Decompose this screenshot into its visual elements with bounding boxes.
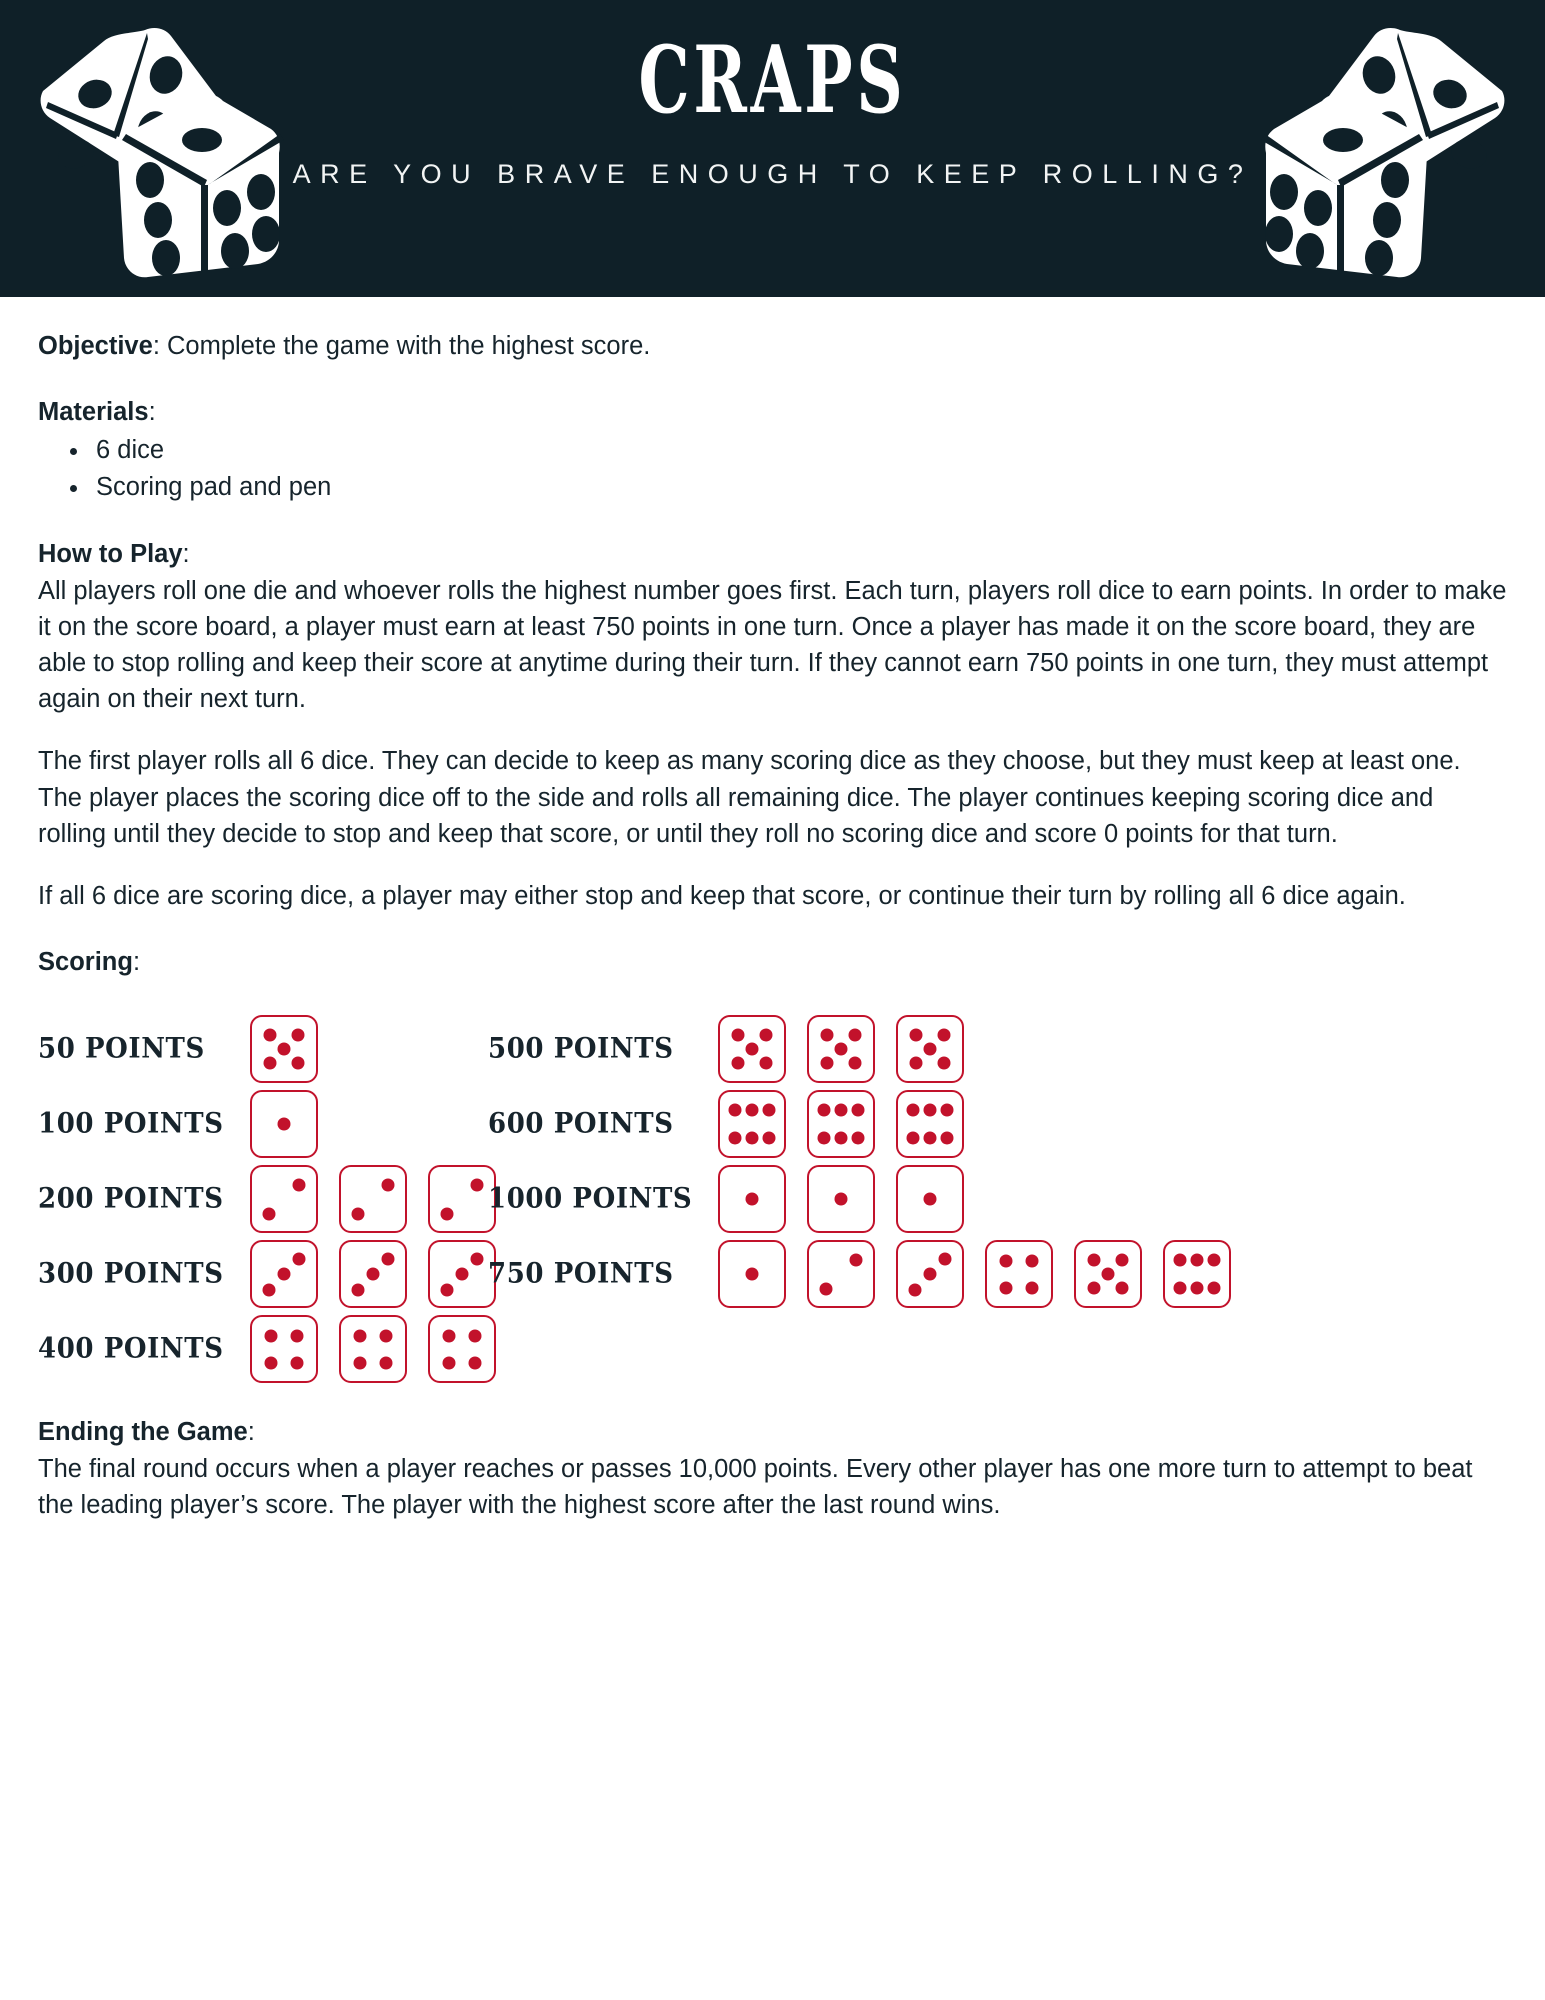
die-face-6 xyxy=(896,1090,964,1158)
ending-heading: Ending the Game xyxy=(38,1418,248,1447)
scoring-row xyxy=(38,1014,318,1084)
die-pip xyxy=(746,1268,759,1281)
die-pip xyxy=(746,1132,759,1145)
die-face-3 xyxy=(428,1240,496,1308)
die-pip xyxy=(820,1029,833,1042)
die-face-5 xyxy=(807,1015,875,1083)
scoring-row-dice xyxy=(718,1240,1231,1308)
scoring-row-label: 500 POINTS xyxy=(488,1033,674,1066)
die-pip xyxy=(999,1254,1012,1267)
die-pip xyxy=(293,1253,306,1266)
die-pip xyxy=(731,1057,744,1070)
scoring-row-dice xyxy=(250,1015,318,1083)
die-pip xyxy=(1102,1268,1115,1281)
scoring-row-dice xyxy=(718,1165,964,1233)
scoring-row-label: 400 POINTS xyxy=(38,1333,224,1366)
die-face-6 xyxy=(1163,1240,1231,1308)
die-pip xyxy=(820,1057,833,1070)
die-face-2 xyxy=(428,1165,496,1233)
spacer xyxy=(38,364,1507,394)
ending-paragraph: The final round occurs when a player reaches or passes 10,000 points. Every other player has one more turn to attempt to beat the leading player’s score. The player with the highest score after the last round wins. xyxy=(38,1454,1473,1519)
die-pip xyxy=(760,1057,773,1070)
die-pip xyxy=(849,1253,862,1266)
die-pip xyxy=(440,1283,453,1296)
scoring-row xyxy=(488,1164,964,1234)
die-pip xyxy=(746,1104,759,1117)
die-face-4 xyxy=(985,1240,1053,1308)
die-pip xyxy=(291,1356,304,1369)
die-pip xyxy=(835,1043,848,1056)
die-face-4 xyxy=(250,1315,318,1383)
scoring-chart xyxy=(38,1014,1507,1414)
die-pip xyxy=(924,1104,937,1117)
scoring-row-dice xyxy=(718,1090,964,1158)
die-pip xyxy=(938,1057,951,1070)
scoring-row-dice xyxy=(250,1240,496,1308)
die-pip xyxy=(263,1208,276,1221)
how-to-play-heading-row xyxy=(38,536,1507,572)
die-face-3 xyxy=(896,1240,964,1308)
die-pip xyxy=(909,1029,922,1042)
two-dice-icon xyxy=(1237,8,1537,288)
die-pip xyxy=(351,1283,364,1296)
scoring-heading-row xyxy=(38,944,1507,980)
die-pip xyxy=(263,1057,276,1070)
materials-heading-row xyxy=(38,394,1507,430)
scoring-row-label: 200 POINTS xyxy=(38,1183,224,1216)
die-pip xyxy=(292,1178,305,1191)
die-face-5 xyxy=(718,1015,786,1083)
die-pip xyxy=(924,1268,937,1281)
how-to-play-colon: : xyxy=(182,540,190,569)
ending-heading-row xyxy=(38,1414,1507,1450)
die-pip xyxy=(380,1329,393,1342)
die-pip xyxy=(1116,1282,1129,1295)
die-pip xyxy=(851,1104,864,1117)
page-subtitle: ARE YOU BRAVE ENOUGH TO KEEP ROLLING? xyxy=(292,159,1253,189)
die-pip xyxy=(729,1132,742,1145)
die-pip xyxy=(471,1253,484,1266)
die-pip xyxy=(940,1132,953,1145)
die-pip xyxy=(1174,1282,1187,1295)
scoring-row-dice xyxy=(718,1015,964,1083)
how-to-play-paragraph-1: All players roll one die and whoever rolls the highest number goes first. Each turn, players roll dice to earn points. In order to make it on the score board, a player must earn at least 750 points in one turn. Once a player has made it on the score board, they are able to stop rolling and keep their score at anytime during their turn. If they cannot earn 750 points in one turn, they must attempt again on their next turn. xyxy=(38,576,1507,714)
die-face-5 xyxy=(896,1015,964,1083)
die-pip xyxy=(924,1132,937,1145)
scoring-row xyxy=(38,1164,496,1234)
objective-text: Complete the game with the highest score. xyxy=(159,332,651,360)
die-pip xyxy=(835,1132,848,1145)
page-header xyxy=(0,0,1545,297)
die-pip xyxy=(999,1281,1012,1294)
die-pip xyxy=(278,1268,291,1281)
materials-colon: : xyxy=(148,398,156,427)
die-pip xyxy=(470,1178,483,1191)
scoring-row xyxy=(488,1014,964,1084)
die-pip xyxy=(291,1329,304,1342)
die-pip xyxy=(382,1253,395,1266)
die-pip xyxy=(835,1193,848,1206)
die-pip xyxy=(760,1029,773,1042)
scoring-colon: : xyxy=(132,948,141,977)
scoring-row xyxy=(38,1239,496,1309)
die-pip xyxy=(1207,1254,1220,1267)
die-pip xyxy=(1026,1281,1039,1294)
scoring-row-label: 600 POINTS xyxy=(488,1108,674,1141)
scoring-row-label: 750 POINTS xyxy=(488,1258,674,1291)
die-pip xyxy=(762,1132,775,1145)
scoring-heading: Scoring xyxy=(38,948,133,977)
die-pip xyxy=(818,1132,831,1145)
die-pip xyxy=(264,1356,277,1369)
how-to-play-paragraph-2: The first player rolls all 6 dice. They can decide to keep as many scoring dice as they choose, but they must keep at least one. The player places the scoring dice off to the side and rolls all remaining dice. The player continues keeping scoring dice and rolling until they decide to stop and keep that score, or until they roll no scoring dice and score 0 points for that turn. xyxy=(38,747,1461,848)
die-pip xyxy=(851,1132,864,1145)
spacer xyxy=(38,506,1507,536)
die-pip xyxy=(469,1329,482,1342)
scoring-row xyxy=(38,1314,496,1384)
die-pip xyxy=(938,1029,951,1042)
scoring-row-label: 50 POINTS xyxy=(38,1033,205,1066)
how-to-play-paragraph-3: If all 6 dice are scoring dice, a player may either stop and keep that score, or continue their turn by rolling all 6 dice again. xyxy=(38,881,1406,910)
die-face-1 xyxy=(718,1165,786,1233)
scoring-row xyxy=(488,1239,1231,1309)
die-pip xyxy=(1116,1254,1129,1267)
die-pip xyxy=(907,1132,920,1145)
objective-heading: Objective xyxy=(38,332,153,360)
die-pip xyxy=(762,1104,775,1117)
scoring-row-label: 300 POINTS xyxy=(38,1258,224,1291)
die-pip xyxy=(818,1104,831,1117)
die-face-5 xyxy=(250,1015,318,1083)
die-pip xyxy=(924,1043,937,1056)
die-pip xyxy=(353,1329,366,1342)
scoring-row xyxy=(488,1089,964,1159)
die-face-3 xyxy=(339,1240,407,1308)
die-pip xyxy=(278,1118,291,1131)
die-pip xyxy=(381,1178,394,1191)
die-pip xyxy=(1026,1254,1039,1267)
die-pip xyxy=(292,1029,305,1042)
scoring-row xyxy=(38,1089,318,1159)
die-pip xyxy=(924,1193,937,1206)
die-pip xyxy=(939,1253,952,1266)
die-pip xyxy=(1207,1282,1220,1295)
die-face-1 xyxy=(896,1165,964,1233)
scoring-row-label: 1000 POINTS xyxy=(488,1183,693,1216)
how-to-play-heading: How to Play xyxy=(38,540,183,569)
die-pip xyxy=(909,1057,922,1070)
die-pip xyxy=(835,1104,848,1117)
die-pip xyxy=(1191,1254,1204,1267)
die-pip xyxy=(940,1104,953,1117)
die-face-5 xyxy=(1074,1240,1142,1308)
scoring-row-dice xyxy=(250,1090,318,1158)
objective-line xyxy=(38,328,1507,364)
scoring-row-label: 100 POINTS xyxy=(38,1108,224,1141)
die-pip xyxy=(441,1208,454,1221)
die-pip xyxy=(469,1356,482,1369)
die-pip xyxy=(1087,1254,1100,1267)
die-face-4 xyxy=(428,1315,496,1383)
die-pip xyxy=(746,1193,759,1206)
list-item: • 6 dice xyxy=(90,432,1507,469)
die-pip xyxy=(442,1329,455,1342)
die-face-2 xyxy=(339,1165,407,1233)
objective-colon: : xyxy=(152,332,160,360)
die-face-4 xyxy=(339,1315,407,1383)
die-pip xyxy=(456,1268,469,1281)
ending-colon: : xyxy=(247,1418,255,1447)
spacer xyxy=(38,914,1507,944)
materials-list xyxy=(56,432,1507,506)
die-pip xyxy=(278,1043,291,1056)
scoring-row-dice xyxy=(250,1315,496,1383)
die-pip xyxy=(907,1104,920,1117)
page-body xyxy=(0,328,1545,1523)
die-pip xyxy=(367,1268,380,1281)
die-face-6 xyxy=(718,1090,786,1158)
die-pip xyxy=(380,1356,393,1369)
page-title: CRAPS xyxy=(638,25,907,135)
list-item: • Scoring pad and pen xyxy=(90,469,1507,506)
die-pip xyxy=(352,1208,365,1221)
die-pip xyxy=(1174,1254,1187,1267)
die-pip xyxy=(353,1356,366,1369)
die-face-6 xyxy=(807,1090,875,1158)
die-pip xyxy=(731,1029,744,1042)
die-face-2 xyxy=(250,1165,318,1233)
die-pip xyxy=(849,1029,862,1042)
die-pip xyxy=(729,1104,742,1117)
die-face-1 xyxy=(250,1090,318,1158)
die-pip xyxy=(292,1057,305,1070)
materials-heading: Materials xyxy=(38,398,149,427)
die-pip xyxy=(263,1029,276,1042)
die-pip xyxy=(1087,1282,1100,1295)
scoring-row-dice xyxy=(250,1165,496,1233)
die-pip xyxy=(820,1283,833,1296)
die-face-3 xyxy=(250,1240,318,1308)
die-pip xyxy=(442,1356,455,1369)
die-pip xyxy=(908,1283,921,1296)
die-pip xyxy=(262,1283,275,1296)
die-pip xyxy=(264,1329,277,1342)
die-pip xyxy=(746,1043,759,1056)
die-face-1 xyxy=(718,1240,786,1308)
die-pip xyxy=(1191,1282,1204,1295)
die-pip xyxy=(849,1057,862,1070)
die-face-1 xyxy=(807,1165,875,1233)
die-face-2 xyxy=(807,1240,875,1308)
